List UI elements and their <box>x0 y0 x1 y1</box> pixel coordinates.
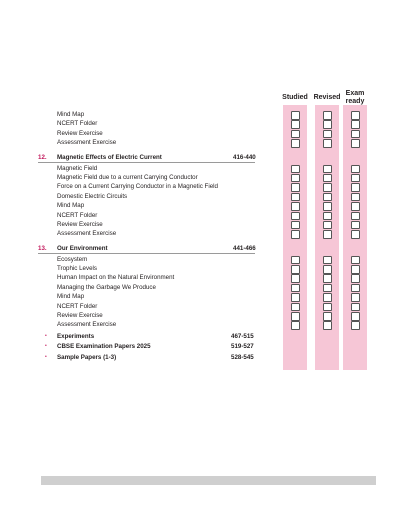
chapter-page-range: 416-440 <box>233 153 256 161</box>
studied-checkbox[interactable] <box>291 284 300 293</box>
topic-row <box>0 220 416 230</box>
revised-checkbox[interactable] <box>323 274 332 283</box>
studied-checkbox[interactable] <box>291 265 300 274</box>
studied-checkbox[interactable] <box>291 293 300 302</box>
topic-title: Assessment Exercise <box>57 139 117 147</box>
appendix-page-range: 467-515 <box>231 332 254 340</box>
revised-checkbox[interactable] <box>323 303 332 312</box>
chapter-number: 12. <box>38 153 47 161</box>
studied-checkbox[interactable] <box>291 193 300 202</box>
topic-title: NCERT Folder <box>57 211 98 219</box>
footer-bar <box>41 476 376 485</box>
topic-title: NCERT Folder <box>57 120 98 128</box>
revised-checkbox[interactable] <box>323 293 332 302</box>
topic-title: Assessment Exercise <box>57 230 117 238</box>
revised-checkbox[interactable] <box>323 139 332 148</box>
revised-checkbox[interactable] <box>323 183 332 192</box>
studied-header: Studied <box>282 94 308 101</box>
studied-checkbox[interactable] <box>291 202 300 211</box>
topic-row <box>0 229 416 239</box>
revised-checkbox[interactable] <box>323 321 332 330</box>
revised-checkbox[interactable] <box>323 284 332 293</box>
appendix-row <box>0 353 416 363</box>
topic-title: Review Exercise <box>57 312 103 319</box>
topic-title: Trophic Levels <box>57 265 98 272</box>
topic-row <box>0 211 416 221</box>
revised-checkbox[interactable] <box>323 193 332 202</box>
chapter-title: Our Environment <box>57 244 108 252</box>
exam-ready-checkbox[interactable] <box>351 120 360 129</box>
topic-row <box>0 110 416 120</box>
topic-row <box>0 302 416 312</box>
exam-ready-checkbox[interactable] <box>351 165 360 174</box>
appendix-title: Experiments <box>57 332 95 340</box>
studied-checkbox[interactable] <box>291 321 300 330</box>
revised-checkbox[interactable] <box>323 130 332 139</box>
exam-ready-checkbox[interactable] <box>351 193 360 202</box>
exam-ready-checkbox[interactable] <box>351 174 360 183</box>
appendix-row <box>0 332 416 342</box>
exam-ready-checkbox[interactable] <box>351 212 360 221</box>
topic-title: Mind Map <box>57 202 85 210</box>
topic-row <box>0 255 416 265</box>
bullet-icon: • <box>45 353 47 360</box>
topic-title: Assessment Exercise <box>57 321 117 329</box>
studied-checkbox[interactable] <box>291 256 300 265</box>
revised-checkbox[interactable] <box>323 111 332 120</box>
topic-title: Managing the Garbage We Produce <box>57 283 156 291</box>
topic-row <box>0 164 416 174</box>
studied-checkbox[interactable] <box>291 165 300 174</box>
revised-checkbox[interactable] <box>323 165 332 174</box>
topic-row <box>0 273 416 283</box>
exam-ready-checkbox[interactable] <box>351 321 360 330</box>
exam-ready-checkbox[interactable] <box>351 130 360 139</box>
topic-row <box>0 182 416 192</box>
studied-checkbox[interactable] <box>291 221 300 230</box>
revised-checkbox[interactable] <box>323 256 332 265</box>
revised-header: Revised <box>313 94 341 101</box>
revised-checkbox[interactable] <box>323 221 332 230</box>
topic-title: Review Exercise <box>57 129 103 137</box>
topic-title: Review Exercise <box>57 220 103 228</box>
topic-row <box>0 264 416 274</box>
topic-row <box>0 320 416 330</box>
chapter-title: Magnetic Effects of Electric Current <box>57 153 162 161</box>
topic-title: Human Impact on the Natural Environment <box>57 274 175 282</box>
topic-row <box>0 119 416 129</box>
appendix-title: CBSE Examination Papers 2025 <box>57 343 151 351</box>
revised-checkbox[interactable] <box>323 174 332 183</box>
exam-ready-checkbox[interactable] <box>351 202 360 211</box>
studied-checkbox[interactable] <box>291 111 300 120</box>
exam-ready-checkbox[interactable] <box>351 303 360 312</box>
chapter-heading-row <box>0 244 416 254</box>
exam-ready-checkbox[interactable] <box>351 139 360 148</box>
appendix-page-range: 528-545 <box>231 353 254 361</box>
studied-checkbox[interactable] <box>291 183 300 192</box>
topic-title: Magnetic Field due to a current Carrying Conductor <box>57 173 198 181</box>
studied-checkbox[interactable] <box>291 303 300 312</box>
appendix-row <box>0 342 416 352</box>
topic-title: Mind Map <box>57 293 85 301</box>
topic-row <box>0 201 416 211</box>
revised-checkbox[interactable] <box>323 265 332 274</box>
appendix-page-range: 519-527 <box>231 343 254 351</box>
topic-row <box>0 138 416 148</box>
revised-checkbox[interactable] <box>323 120 332 129</box>
topic-title: Force on a Current Carrying Conductor in a Magnetic Field <box>57 183 218 191</box>
revised-checkbox[interactable] <box>323 212 332 221</box>
topic-row <box>0 173 416 183</box>
topic-title: Ecosystem <box>57 255 88 263</box>
topic-title: NCERT Folder <box>57 302 98 310</box>
revised-checkbox[interactable] <box>323 312 332 321</box>
studied-checkbox[interactable] <box>291 230 300 239</box>
exam-ready-checkbox[interactable] <box>351 230 360 239</box>
appendix-title: Sample Papers (1-3) <box>57 353 117 361</box>
topic-row <box>0 311 416 321</box>
revised-checkbox[interactable] <box>323 202 332 211</box>
topic-row <box>0 283 416 293</box>
studied-checkbox[interactable] <box>291 120 300 129</box>
chapter-page-range: 441-466 <box>233 244 256 252</box>
topic-title: Magnetic Field <box>57 164 98 172</box>
chapter-number: 13. <box>38 244 47 252</box>
studied-checkbox[interactable] <box>291 139 300 148</box>
exam-ready-checkbox[interactable] <box>351 183 360 192</box>
studied-checkbox[interactable] <box>291 274 300 283</box>
bullet-icon: • <box>45 332 47 339</box>
exam-ready-header: Exam ready <box>345 90 365 105</box>
revised-checkbox[interactable] <box>323 230 332 239</box>
exam-ready-checkbox[interactable] <box>351 293 360 302</box>
studied-checkbox[interactable] <box>291 212 300 221</box>
studied-checkbox[interactable] <box>291 130 300 139</box>
studied-checkbox[interactable] <box>291 312 300 321</box>
topic-title: Domestic Electric Circuits <box>57 192 128 200</box>
chapter-heading-row <box>0 153 416 163</box>
exam-ready-checkbox[interactable] <box>351 284 360 293</box>
exam-ready-checkbox[interactable] <box>351 256 360 265</box>
studied-checkbox[interactable] <box>291 174 300 183</box>
topic-title: Mind Map <box>57 111 85 118</box>
exam-ready-checkbox[interactable] <box>351 265 360 274</box>
bullet-icon: • <box>45 343 47 350</box>
topic-row <box>0 192 416 202</box>
exam-ready-checkbox[interactable] <box>351 111 360 120</box>
exam-ready-checkbox[interactable] <box>351 312 360 321</box>
exam-ready-checkbox[interactable] <box>351 221 360 230</box>
exam-ready-checkbox[interactable] <box>351 274 360 283</box>
topic-row <box>0 292 416 302</box>
topic-row <box>0 129 416 139</box>
